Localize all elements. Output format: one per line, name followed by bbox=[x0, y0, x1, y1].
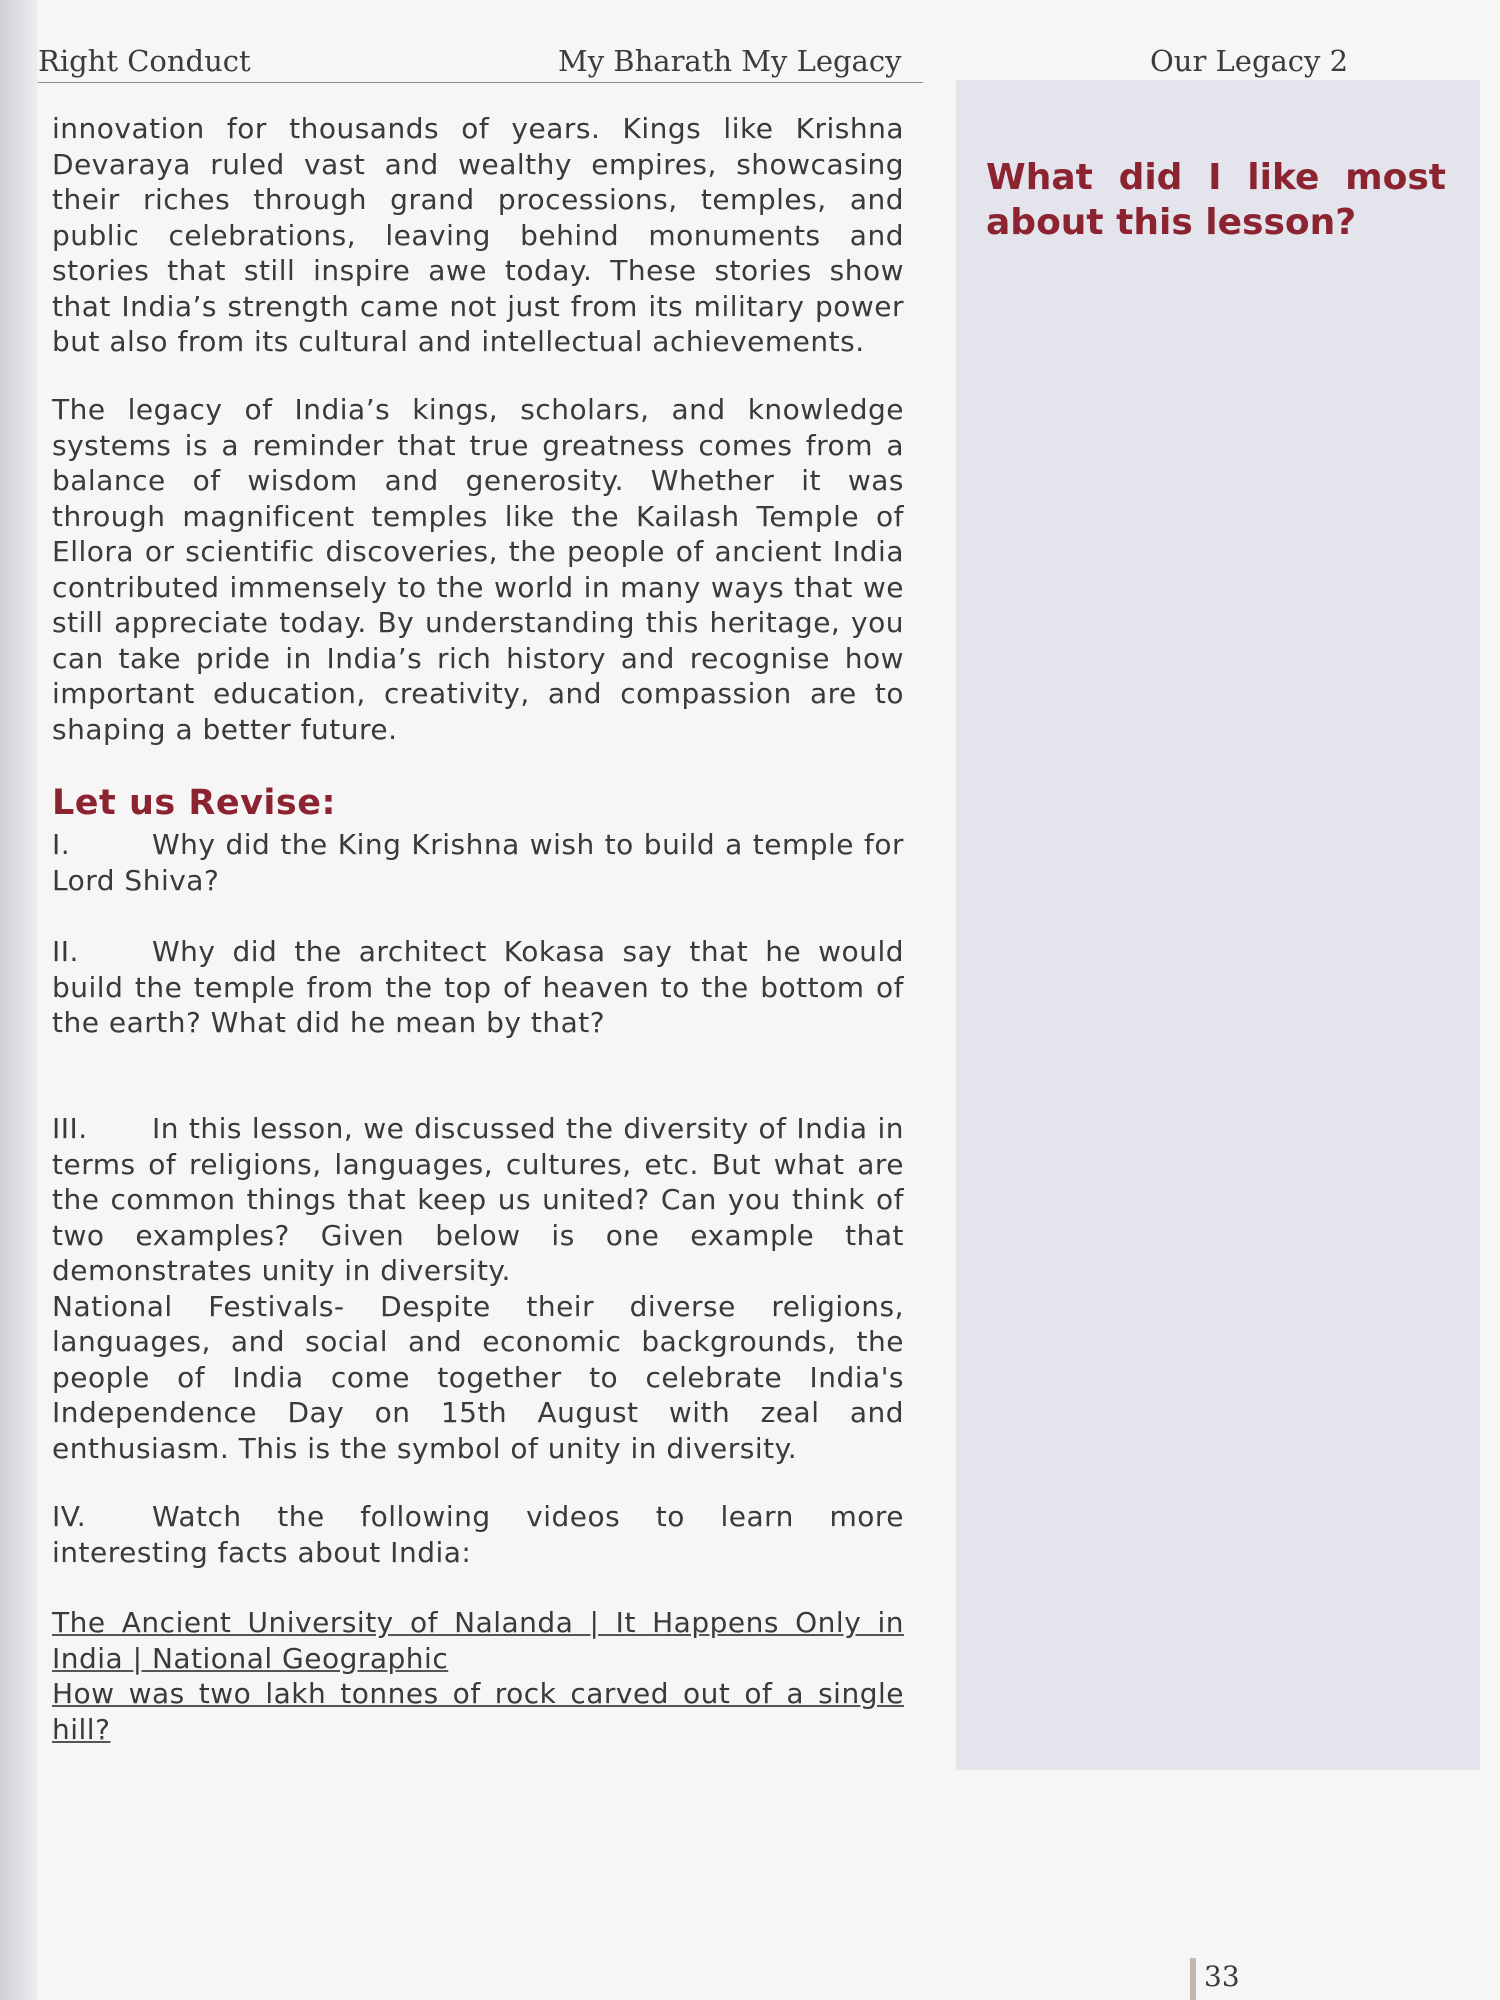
question-2-text: Why did the architect Kokasa say that he would build the temple from the top of heaven to the bottom of the earth? What did he mean by that? bbox=[52, 935, 904, 1039]
video-link-nalanda[interactable]: The Ancient University of Nalanda | It Happens Only in India | National Geographic bbox=[52, 1606, 904, 1675]
paragraph-1-text: innovation for thousands of years. Kings like Krishna Devaraya ruled vast and wealthy empires, showcasing their riches through grand processions, temples, and public celebrations, leaving behind monuments and stories that still inspire awe today. These stories show that India’s strength came not just from its military power but also from its cultural and intellectual achievements. bbox=[52, 112, 904, 358]
question-1-number: I. bbox=[52, 828, 71, 861]
question-3 bbox=[52, 1111, 904, 1466]
question-3-text: In this lesson, we discussed the diversity of India in terms of religions, languages, cultures, etc. But what are the common things that keep us united? Can you think of two examples? Given below is one example that demonstrates unity in diversity. bbox=[52, 1112, 904, 1287]
page-number: 33 bbox=[1204, 1960, 1240, 1993]
revise-heading: Let us Revise: bbox=[52, 783, 336, 823]
video-links bbox=[52, 1605, 904, 1747]
paragraph-2-text: The legacy of India’s kings, scholars, and knowledge systems is a reminder that true greatness comes from a balance of wisdom and generosity. Whether it was through magnificent temples like the Kailash Temple of Ellora or scientific discoveries, the people of ancient India contributed immensely to the world in many ways that we still appreciate today. By understanding this heritage, you can take pride in India’s rich history and recognise how important education, creativity, and compassion are to shaping a better future. bbox=[52, 393, 904, 746]
header-rule bbox=[38, 82, 923, 83]
unity-example: National Festivals- Despite their diverse religions, languages, and social and economic backgrounds, the people of India come together to celebrate India's Independence Day on 15th August with zeal and enthusiasm. This is the symbol of unity in diversity. bbox=[52, 1289, 904, 1465]
question-2-number: II. bbox=[52, 935, 79, 968]
reflection-question: What did I like most about this lesson? bbox=[986, 157, 1446, 243]
question-1 bbox=[52, 827, 904, 898]
header-right: Our Legacy 2 bbox=[1150, 44, 1349, 78]
page-binding-shadow bbox=[0, 0, 38, 2000]
page-number-marker bbox=[1190, 1958, 1196, 2000]
revise-section bbox=[52, 783, 904, 823]
question-2 bbox=[52, 934, 904, 1041]
question-1-text: Why did the King Krishna wish to build a temple for Lord Shiva? bbox=[52, 828, 904, 897]
paragraph-2 bbox=[52, 392, 904, 747]
video-link-ellora[interactable]: How was two lakh tonnes of rock carved out of a single hill? bbox=[52, 1677, 904, 1746]
question-4-number: IV. bbox=[52, 1500, 87, 1533]
question-4 bbox=[52, 1499, 904, 1570]
question-4-text: Watch the following videos to learn more interesting facts about India: bbox=[52, 1500, 904, 1569]
paragraph-1 bbox=[52, 111, 904, 360]
header-left: Right Conduct bbox=[38, 44, 251, 78]
header-center: My Bharath My Legacy bbox=[558, 44, 902, 78]
reflection-panel bbox=[956, 80, 1480, 1770]
question-3-number: III. bbox=[52, 1112, 88, 1145]
